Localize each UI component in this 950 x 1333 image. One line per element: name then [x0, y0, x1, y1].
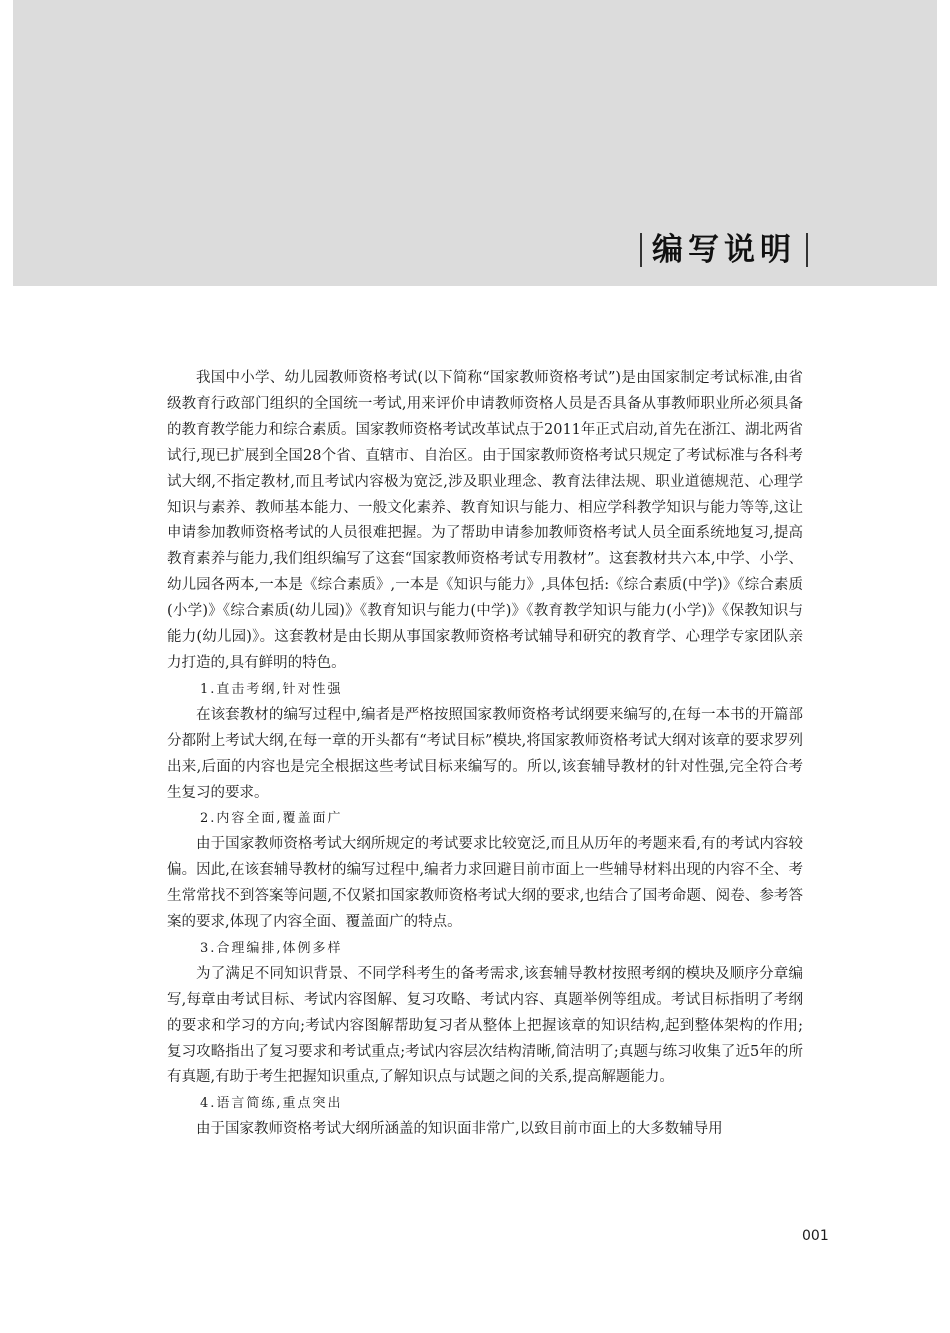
section-paragraph: 在该套教材的编写过程中,编者是严格按照国家教师资格考试纲要来编写的,在每一本书的开篇部分都附上考试大纲,在每一章的开头都有“考试目标”模块,将国家教师资格考试大纲对该章的要求罗列出来,后面的内容也是完全根据这些考试目标来编写的。所以,该套辅导教材的针对性强,完全符合考生复习的要求。: [167, 706, 803, 801]
section-paragraph: 为了满足不同知识背景、不同学科考生的备考需求,该套辅导教材按照考纲的模块及顺序分章编写,每章由考试目标、考试内容图解、复习攻略、考试内容、真题举例等组成。考试目标指明了考纲的要求和学习的方向;考试内容图解帮助复习者从整体上把握该章的知识结构,起到整体架构的作用;复习攻略指出了复习要求和考试重点;考试内容层次结构清晰,简洁明了;真题与练习收集了近5年的所有真题,有助于考生把握知识重点,了解知识点与试题之间的关系,提高解题能力。: [167, 965, 803, 1086]
page-title: 编写说明: [652, 232, 796, 268]
section-heading: 1.直击考纲,针对性强: [200, 681, 343, 697]
section-paragraph: 由于国家教师资格考试大纲所规定的考试要求比较宽泛,而且从历年的考题来看,有的考试内容较偏。因此,在该套辅导教材的编写过程中,编者力求回避目前市面上一些辅导材料出现的内容不全、考生常常找不到答案等问题,不仅紧扣国家教师资格考试大纲的要求,也结合了国考命题、阅卷、参考答案的要求,体现了内容全面、覆盖面广的特点。: [167, 836, 803, 931]
section-paragraph: 由于国家教师资格考试大纲所涵盖的知识面非常广,以致目前市面上的大多数辅导用: [196, 1121, 723, 1138]
intro-paragraph: 我国中小学、幼儿园教师资格考试(以下简称“国家教师资格考试”)是由国家制定考试标准,由省级教育行政部门组织的全国统一考试,用来评价申请教师资格人员是否具备从事教师职业所必须具备的教育教学能力和综合素质。国家教师资格考试改革试点于2011年正式启动,首先在浙江、湖北两省试行,现已扩展到全国28个省、直辖市、自治区。由于国家教师资格考试只规定了考试标准与各科考试大纲,不指定教材,而且考试内容极为宽泛,涉及职业理念、教育法律法规、职业道德规范、心理学知识与素养、教师基本能力、一般文化素养、教育知识与能力、相应学科教学知识与能力等等,这让申请参加教师资格考试的人员很难把握。为了帮助申请参加教师资格考试人员全面系统地复习,提高教育素养与能力,我们组织编写了这套“国家教师资格考试专用教材”。这套教材共六本,中学、小学、幼儿园各两本,一本是《综合素质》,一本是《知识与能力》,具体包括:《综合素质(中学)》《综合素质(小学)》《综合素质(幼儿园)》《教育知识与能力(中学)》《教育教学知识与能力(小学)》《保教知识与能力(幼儿园)》。这套教材是由长期从事国家教师资格考试辅导和研究的教育学、心理学专家团队亲力打造的,具有鲜明的特色。: [167, 370, 804, 671]
page-number: 001: [802, 1228, 829, 1244]
section-heading: 2.内容全面,覆盖面广: [200, 811, 343, 827]
body-text: [167, 366, 803, 1143]
title-divider-left: [640, 233, 642, 267]
title-divider-right: [806, 233, 808, 267]
title-block: [640, 230, 808, 270]
section-heading: 4.语言简练,重点突出: [200, 1096, 343, 1112]
section-heading: 3.合理编排,体例多样: [200, 940, 343, 956]
